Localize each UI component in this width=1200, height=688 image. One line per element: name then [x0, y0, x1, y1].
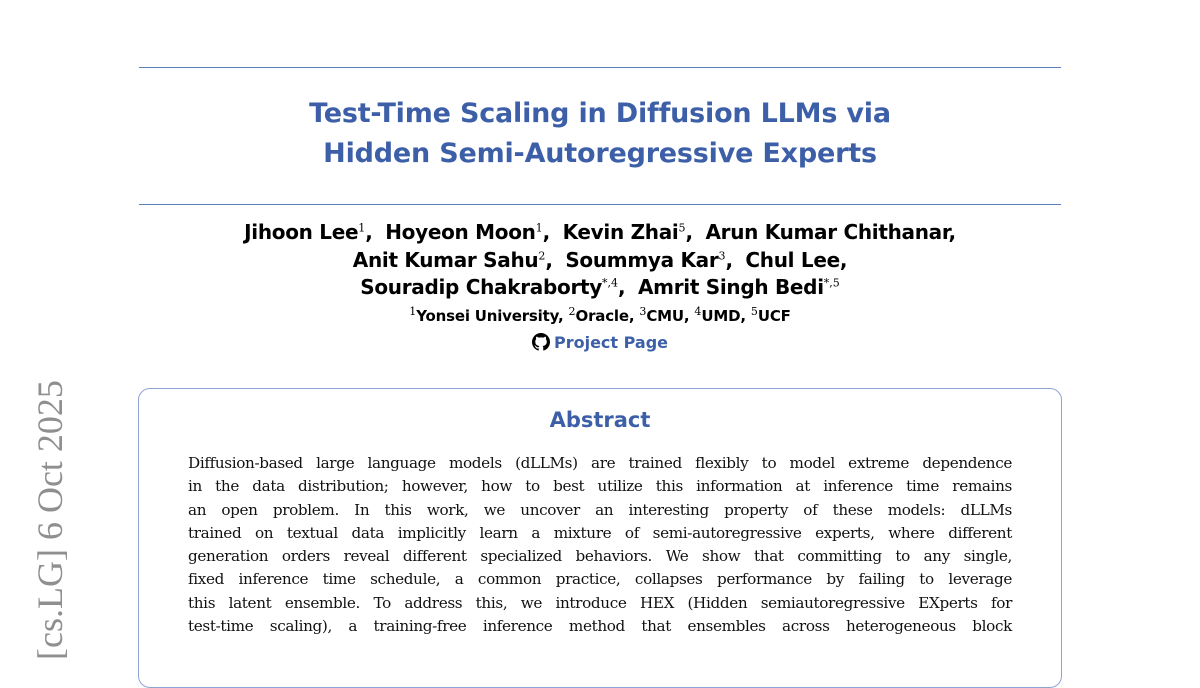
abstract-body [188, 452, 1012, 638]
affiliations: $^1$Yonsei University, $^2$Oracle, $^3$CMU, $^4$UMD, $^5$UCF [409, 305, 791, 325]
affiliation: $^5$UCF [750, 305, 791, 325]
author: Jihoon Lee$^1$ [244, 220, 366, 244]
author-line-3: Souradip Chakraborty$^{*,4}$, Amrit Singh Bedi$^{*,5}$ [360, 275, 840, 299]
author: Soummya Kar$^3$ [565, 247, 726, 272]
project-page-label[interactable]: Project Page [553, 333, 669, 352]
affiliation: $^4$UMD [694, 305, 741, 325]
project-page-link[interactable] [532, 333, 668, 352]
abstract-line: fixed inference time schedule, a common practice, collapses performance by failing to leverage [188, 570, 1012, 589]
affiliation: $^3$CMU [639, 305, 684, 325]
abstract-line: in the data distribution; however, how to best utilize this information at inference time remains [188, 477, 1012, 496]
author: Arun Kumar Chithanar [705, 220, 949, 244]
project-link-row [139, 332, 1061, 354]
abstract-line: test-time scaling), a training-free inference method that ensembles across heterogeneous block [188, 617, 1012, 636]
title-line-2: Hidden Semi-Autoregressive Experts [323, 138, 877, 169]
arxiv-side-stamp: [cs.LG] 6 Oct 2025 [30, 380, 70, 660]
affiliation: $^2$Oracle [568, 305, 629, 325]
author-line-2: Anit Kumar Sahu$^2$, Soummya Kar$^3$, Chul Lee, [352, 247, 848, 272]
author-list [139, 219, 1061, 302]
author: Anit Kumar Sahu$^2$ [352, 247, 546, 272]
abstract-line: an open problem. In this work, we uncover an interesting property of these models: dLLMs [188, 500, 1012, 519]
github-icon [532, 333, 550, 351]
author: Hoyeon Moon$^1$ [385, 220, 543, 244]
author: Souradip Chakraborty$^{*,4}$ [360, 275, 619, 299]
affiliation: $^1$Yonsei University [409, 305, 558, 325]
paper-title [139, 94, 1061, 174]
abstract-line: Diffusion-based large language models (dLLMs) are trained flexibly to model extreme dependence [188, 454, 1012, 472]
abstract-heading: Abstract [549, 408, 651, 432]
author: Kevin Zhai$^5$ [562, 220, 686, 244]
abstract-line: this latent ensemble. To address this, we introduce HEX (Hidden semiautoregressive EXperts for [188, 593, 1012, 612]
author: Chul Lee [745, 247, 840, 272]
title-top-rule [139, 67, 1061, 68]
abstract-line: trained on textual data implicitly learn a mixture of semi-autoregressive experts, where different [188, 523, 1012, 542]
title-bottom-rule [139, 204, 1061, 205]
abstract-line: generation orders reveal different specialized behaviors. We show that committing to any single, [188, 547, 1012, 566]
author: Amrit Singh Bedi$^{*,5}$ [638, 275, 840, 299]
author-line-1: Jihoon Lee$^1$, Hoyeon Moon$^1$, Kevin Zhai$^5$, Arun Kumar Chithanar, [244, 220, 956, 244]
title-line-1: Test-Time Scaling in Diffusion LLMs via [309, 98, 891, 129]
